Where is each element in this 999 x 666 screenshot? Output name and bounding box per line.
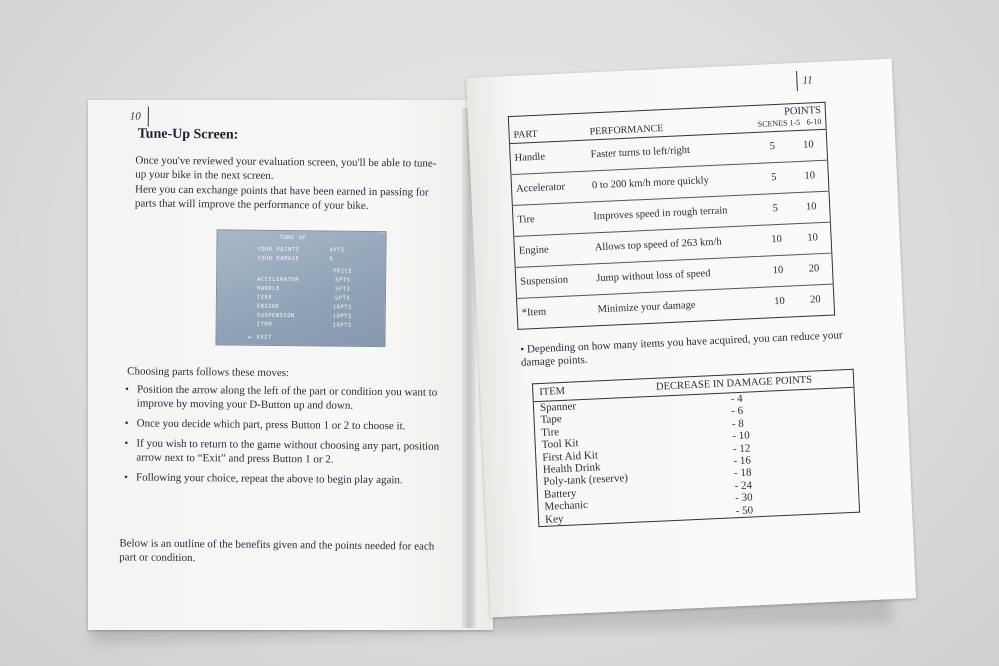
points-cell: 5: [754, 131, 791, 164]
screen-title: TUNE UP: [279, 235, 307, 242]
column-header: PART: [508, 113, 586, 143]
part-cell: Engine: [514, 233, 592, 267]
page-number-right: 11: [802, 74, 813, 87]
left-page: [88, 100, 493, 630]
points-cell: 10: [773, 295, 785, 308]
item-cell: Spanner: [539, 400, 577, 414]
screen-arrow-icon: ►: [248, 334, 253, 341]
value-cell: - 30: [734, 491, 753, 505]
closing-paragraph: Below is an outline of the benefits given and the points needed for each part or condition.: [119, 537, 435, 565]
item-cell: Key: [544, 512, 564, 526]
value-cell: - 6: [730, 405, 744, 418]
value-cell: - 12: [732, 442, 751, 455]
value-cell: - 18: [733, 466, 752, 480]
screen-points-value: 4PTS.: [329, 247, 349, 254]
screen-damage-value: 0: [329, 256, 334, 263]
item-cell: Mechanic: [544, 499, 589, 514]
part-cell: Suspension: [515, 264, 593, 298]
item-cell: Tire: [540, 425, 560, 439]
column-header: DECREASE IN DAMAGE POINTS: [650, 369, 854, 396]
section-heading: Tune-Up Screen:: [137, 126, 239, 143]
value-cell: - 4: [730, 392, 743, 406]
points-cell: 10: [794, 222, 832, 255]
performance-table: [508, 102, 835, 330]
screen-item-price: 5PTS: [334, 286, 351, 293]
item-cell: Tool Kit: [541, 437, 579, 452]
item-cell: Tape: [540, 413, 563, 427]
list-item: • Following your choice, repeat the above to begin play again.: [124, 470, 464, 488]
performance-cell: Faster turns to left/right: [586, 133, 755, 172]
screen-points-label: YOUR POINTS: [257, 246, 300, 254]
value-cell: - 16: [733, 454, 752, 468]
list-item: • Once you decide which part, press Button 1 or 2 to choose it.: [125, 416, 465, 434]
column-subheader: 6-10: [806, 116, 822, 127]
screen-item-price: 5PTS: [335, 277, 351, 284]
moves-intro: Choosing parts follows these moves:: [127, 365, 290, 380]
points-cell: 10: [759, 255, 796, 288]
screen-item-name: ENGINE: [256, 303, 280, 311]
points-cell: 10: [791, 160, 829, 193]
performance-cell: Jump without loss of speed: [592, 256, 761, 295]
points-cell: 20: [809, 294, 821, 306]
part-cell: Handle: [510, 140, 588, 174]
screen-price-header: PRICE: [333, 268, 353, 275]
damage-table: [532, 369, 860, 528]
screen-item-price: 10PTS: [332, 313, 352, 320]
value-cell: - 50: [735, 504, 754, 517]
performance-cell: Minimize your damage: [597, 299, 696, 316]
column-header: ITEM: [532, 378, 650, 401]
screen-exit: EXIT: [256, 334, 272, 341]
column-header: POINTS: [783, 104, 822, 118]
screen-item-name: TIRE: [256, 294, 273, 301]
column-subheader: SCENES 1-5: [757, 117, 801, 129]
screen-item-price: 5PTS: [334, 295, 351, 302]
item-cell: Battery: [543, 487, 577, 501]
points-cell: 20: [795, 253, 833, 286]
performance-cell: 0 to 200 km/h more quickly: [587, 163, 756, 202]
value-cell: - 10: [732, 429, 751, 443]
part-cell: Accelerator: [511, 171, 589, 205]
screen-item-price: 10PTS: [332, 322, 352, 329]
screen-item-price: 10PTS: [332, 304, 352, 311]
list-item: • If you wish to return to the game without choosing any part, position arrow next to “Exit” and press Button 1 or 2.: [124, 436, 464, 468]
item-cell: Health Drink: [542, 461, 601, 476]
part-cell: *Item: [521, 306, 547, 319]
points-cell: 5: [757, 193, 794, 226]
points-cell: 5: [755, 162, 792, 195]
intro-paragraph: Once you've reviewed your evaluation screen, you'll be able to tune-up your bike in the next screen.: [135, 154, 437, 182]
points-cell: 10: [758, 224, 795, 257]
screen-damage-label: YOUR DAMAGE: [257, 255, 300, 263]
damage-note: • Depending on how many items you have acquired, you can reduce your damage points.: [520, 329, 843, 369]
performance-cell: Allows top speed of 263 km/h: [590, 225, 759, 264]
page-number-rule: [148, 107, 149, 127]
page-number-left: 10: [129, 110, 141, 123]
screen-item-name: ACCELERATOR: [257, 276, 300, 284]
screen-item-name: HANDLE: [257, 285, 280, 293]
points-cell: 10: [793, 191, 831, 224]
points-header: [753, 102, 827, 132]
screen-item-name: SUSPENSION: [256, 312, 295, 320]
column-header: PERFORMANCE: [585, 106, 754, 141]
tune-up-screenshot: [215, 229, 386, 347]
value-cell: - 24: [734, 479, 753, 493]
right-page: [466, 59, 916, 618]
item-cell: Poly-tank (reserve): [543, 472, 629, 489]
part-cell: Tire: [512, 202, 590, 236]
item-cell: First Aid Kit: [542, 449, 599, 464]
screen-item-name: ITEM: [256, 321, 272, 328]
page-number-rule: [796, 71, 798, 91]
moves-list: [124, 382, 465, 494]
list-item: • Position the arrow along the left of the part or condition you want to improve by moving your D-Button up and down.: [125, 382, 465, 414]
value-cell: - 8: [731, 417, 744, 431]
points-cell: 10: [790, 129, 828, 162]
performance-cell: Improves speed in rough terrain: [589, 194, 758, 233]
exchange-paragraph: Here you can exchange points that have been earned in passing for parts that will improve the performance of your bike.: [134, 183, 429, 212]
